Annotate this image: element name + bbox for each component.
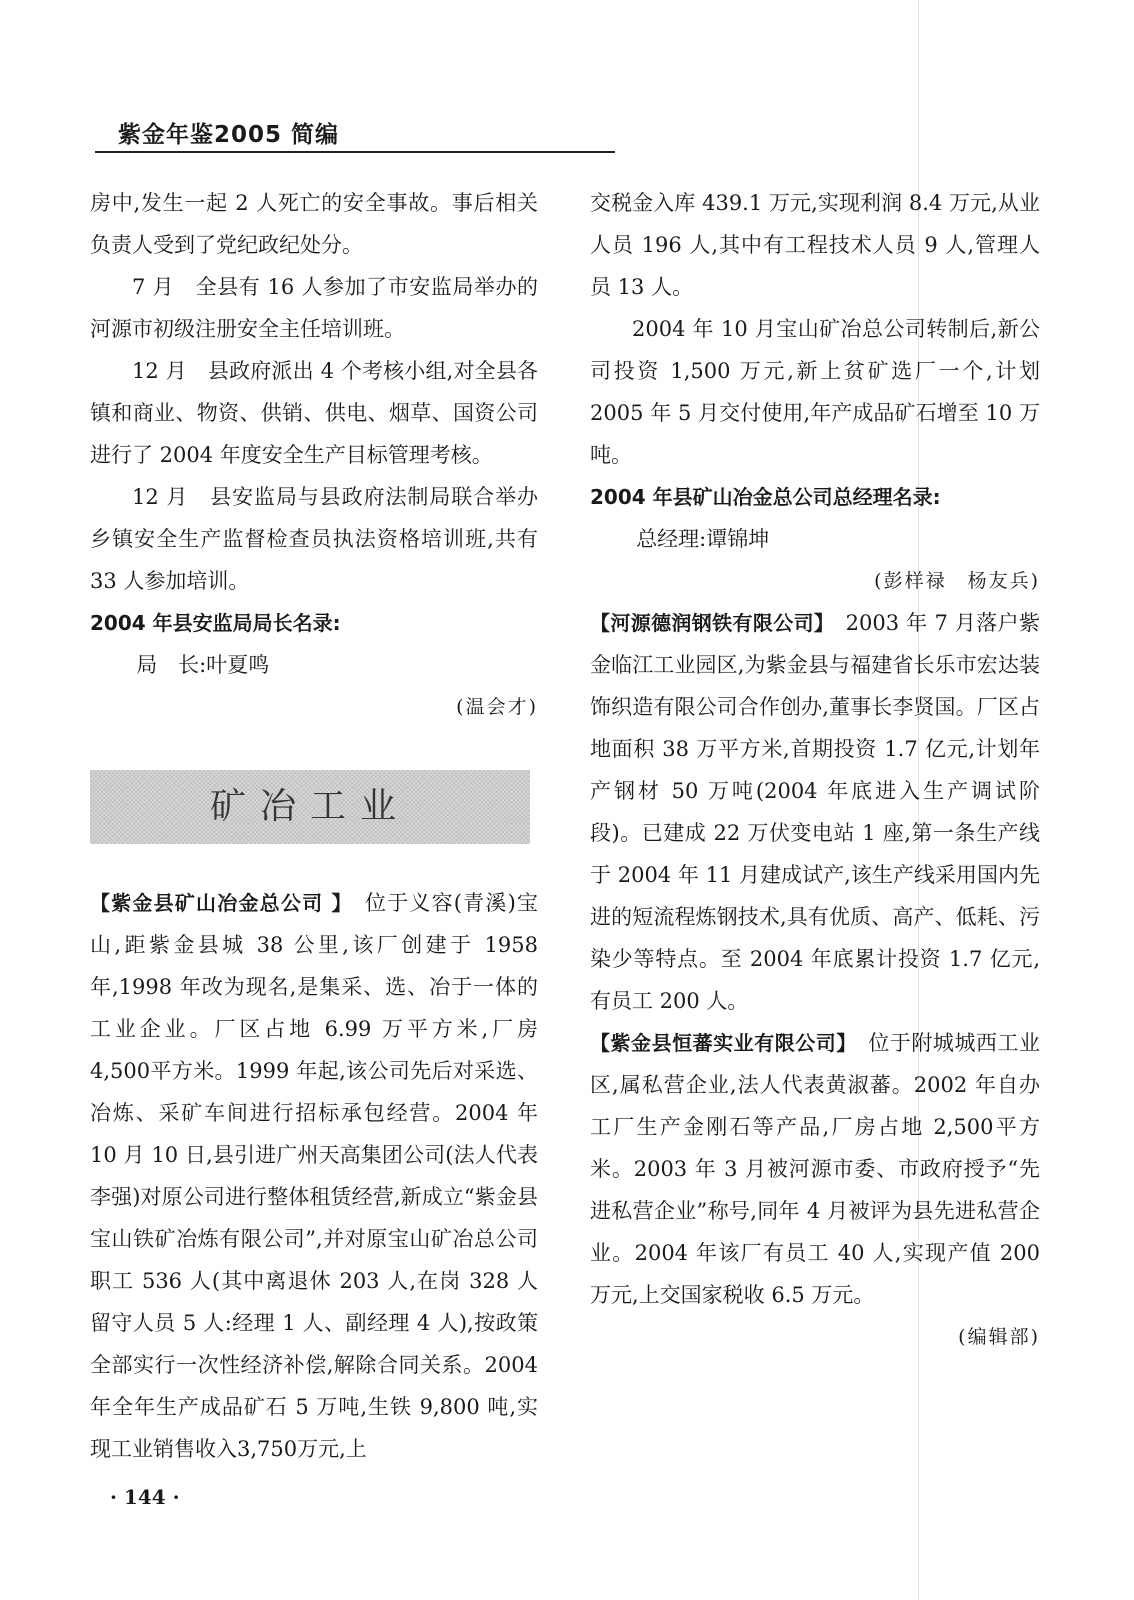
entry-text: 2003 年 7 月落户紫金临江工业园区,为紫金县与福建省长乐市宏达装饰织造有限公司合作创办,董事长李贤国。厂区占地面积 38 万平方米,首期投资 1.7 亿元,计划年产钢材 50 万吨(2004 年底进入生产调试阶段)。已建成 22 万伏变电站 1 座,第一条生产线于 2004 年 11 月建成试产,该生产线采用国内先进的短流程炼钢技术,具有优质、高产、低耗、污染少等特点。至 2004 年底累计投资 1.7 亿元,有员工 200 人。 — [590, 611, 1040, 1013]
entry-text: 位于义容(青溪)宝山,距紫金县城 38 公里,该厂创建于 1958 年,1998 年改为现名,是集采、选、冶于一体的工业企业。厂区占地 6.99 万平方米,厂房 4,500平方米。1999 年起,该公司先后对采选、冶炼、采矿车间进行招标承包经营。2004 年 10 月 10 日,县引进广州天高集团公司(法人代表李强)对原公司进行整体租赁经营,新成立“紫金县宝山铁矿冶炼有限公司”,并对原宝山矿冶总公司职工 536 人(其中离退休 203 人,在岗 328 人留守人员 5 人:经理 1 人、副经理 4 人),按政策全部实行一次性经济补偿,解除合同关系。2004 年全年生产成品矿石 5 万吨,生铁 9,800 吨,实现工业销售收入3,750万元,上 — [90, 891, 539, 1461]
paragraph: 12 月 县安监局与县政府法制局联合举办乡镇安全生产监督检查员执法资格培训班,共有 33 人参加培训。 — [90, 485, 538, 593]
page-number: · 144 · — [110, 1485, 180, 1509]
running-header-title: 紫金年鉴2005 简编 — [118, 122, 340, 148]
directory-item: 局 长:叶夏鸣 — [136, 653, 270, 677]
directory-heading: 2004 年县安监局局长名录: — [90, 611, 341, 635]
entry-text: 位于附城城西工业区,属私营企业,法人代表黄淑蕃。2002 年自办工厂生产金刚石等产品,厂房占地 2,500平方米。2003 年 3 月被河源市委、市政府授予“先进私营企业”称号,同年 4 月被评为县先进私营企业。2004 年该厂有员工 40 人,实现产值 200 万元,上交国家税收 6.5 万元。 — [590, 1031, 1041, 1307]
entry — [590, 602, 1040, 1022]
entry-title: 【紫金县恒蕃实业有限公司】 — [590, 1031, 847, 1055]
paragraph: 7 月 全县有 16 人参加了市安监局举办的河源市初级注册安全主任培训班。 — [90, 275, 538, 341]
section-banner — [90, 770, 530, 844]
scan-fold-line — [918, 0, 919, 1600]
section-title: 矿冶工业 — [209, 786, 410, 827]
header-rule — [95, 151, 615, 153]
paragraph: 12 月 县政府派出 4 个考核小组,对全县各镇和商业、物资、供销、供电、烟草、国资公司进行了 2004 年度安全生产目标管理考核。 — [90, 359, 538, 467]
directory-heading: 2004 年县矿山冶金总公司总经理名录: — [590, 485, 941, 509]
entry-title: 【河源德润钢铁有限公司】 — [590, 611, 825, 635]
entry — [90, 882, 538, 1470]
paragraph: 房中,发生一起 2 人死亡的安全事故。事后相关负责人受到了党纪政纪处分。 — [90, 191, 538, 257]
directory-item: 总经理:谭锦坤 — [636, 527, 770, 551]
entry-title: 【紫金县矿山冶金总公司 】 — [90, 891, 343, 915]
entry — [590, 1022, 1040, 1316]
left-column — [90, 182, 538, 1470]
author-credit: (温会才) — [456, 696, 538, 718]
author-credit: (编辑部) — [958, 1326, 1040, 1348]
paragraph: 2004 年 10 月宝山矿冶总公司转制后,新公司投资 1,500 万元,新上贫矿选厂一个,计划2005 年 5 月交付使用,年产成品矿石增至 10 万吨。 — [590, 317, 1040, 467]
right-column — [590, 182, 1040, 1358]
paragraph: 交税金入库 439.1 万元,实现利润 8.4 万元,从业人员 196 人,其中有工程技术人员 9 人,管理人员 13 人。 — [590, 191, 1040, 299]
author-credit: (彭样禄 杨友兵) — [874, 570, 1040, 592]
